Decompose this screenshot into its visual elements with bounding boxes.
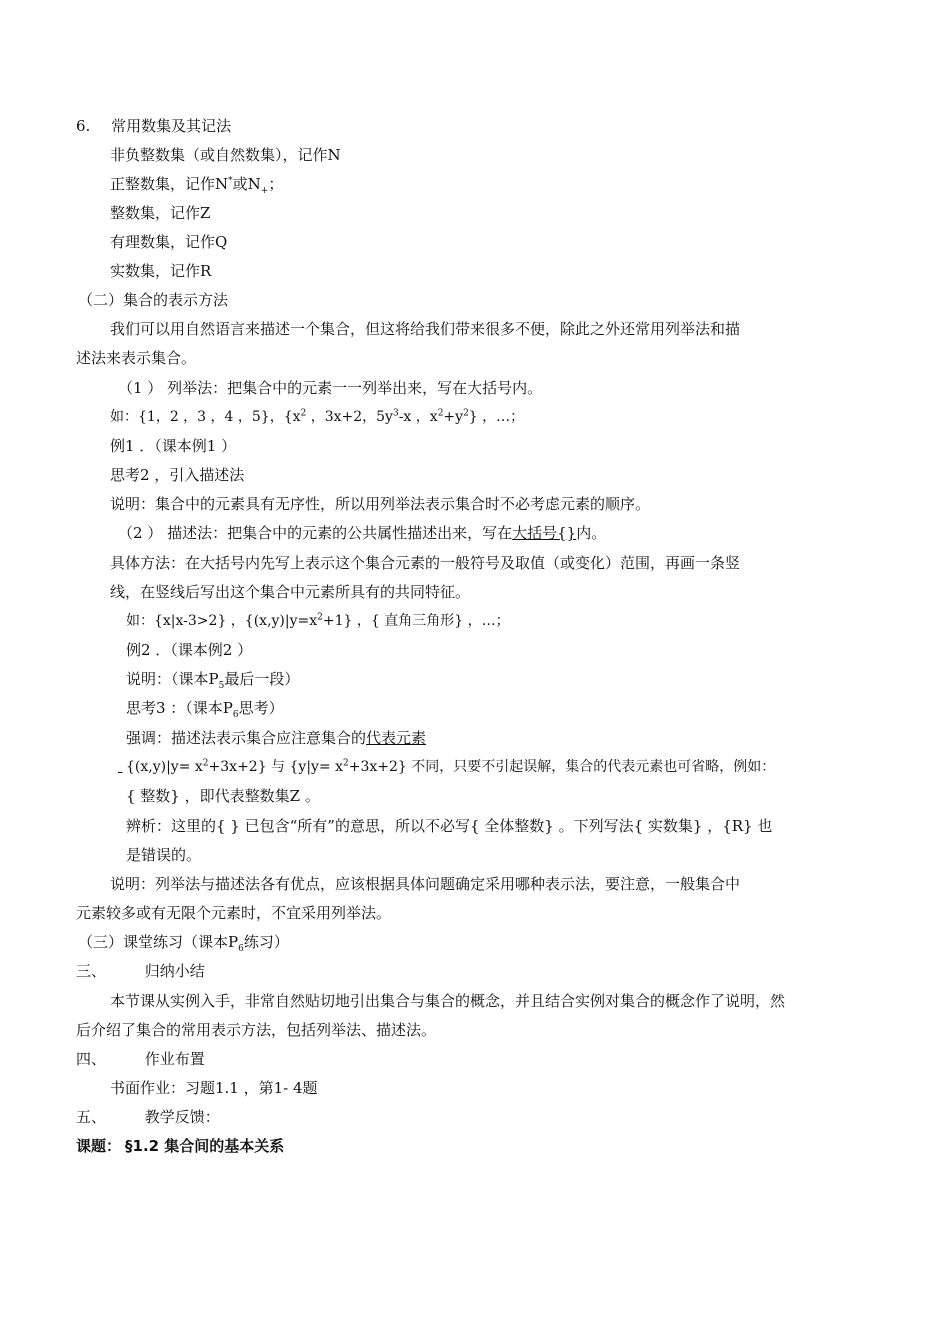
text: 练习） [243, 933, 289, 951]
superscript: 2 [300, 408, 307, 419]
section-number: 四、 [76, 1050, 107, 1068]
section-title: 作业布置 [144, 1050, 205, 1068]
text: +3x+2} 与 {y|y= x [208, 759, 344, 775]
summary-line2: 后介绍了集合的常用表示方法，包括列举法、描述法。 [76, 1021, 437, 1039]
summary-heading [76, 961, 205, 981]
text: } ，…； [468, 409, 525, 425]
section-title: 归纳小结 [144, 962, 205, 980]
feedback-heading [76, 1107, 220, 1127]
subscript: + [260, 186, 269, 196]
text: -x ，x [398, 409, 438, 425]
description-method [118, 523, 606, 543]
text: +y [443, 409, 464, 425]
rationals-line: 有理数集，记作Q [110, 233, 228, 251]
section-number: 6. [76, 117, 91, 135]
example-2: 例2 ．（课本例2 ） [126, 641, 253, 659]
subscript: 6 [238, 944, 244, 954]
text: 正整数集，记作N [110, 175, 229, 193]
text: （2 ） 描述法：把集合中的元素的公共属性描述出来，写在 [118, 524, 513, 542]
integers-line: 整数集，记作Z [110, 204, 211, 222]
underline-mark [118, 757, 126, 777]
note-textbook [126, 669, 299, 689]
text: 思考） [238, 699, 284, 717]
description-examples [126, 611, 510, 631]
text: 如：{1，2 ，3 ，4 ，5}，{x [110, 409, 301, 425]
superscript: 2 [343, 758, 349, 769]
lesson-label: 课题： [76, 1137, 122, 1155]
superscript: 2 [317, 612, 323, 623]
practice-heading [78, 932, 289, 952]
text: 内。 [576, 524, 607, 542]
underlined-text: 代表元素 [366, 729, 427, 747]
text: 说明：（课本P [126, 670, 219, 688]
section-title: 常用数集及其记法 [111, 117, 232, 135]
subscript: 5 [218, 681, 225, 691]
emphasis [126, 728, 426, 748]
method-detail-line2: 线，在竖线后写出这个集合中元素所具有的共同特征。 [110, 583, 471, 601]
positive-integers-line [110, 174, 283, 194]
discrimination-line1: 辨析：这里的{ } 已包含“所有”的意思，所以不必写{ 全体整数} 。下列写法{ 实数集} ，{R} 也 [126, 817, 773, 835]
discrimination-line2: 是错误的。 [126, 846, 202, 864]
representative-element-comparison [118, 757, 775, 777]
section-number: 五、 [76, 1108, 107, 1126]
text: （三）课堂练习（课本P [78, 933, 239, 951]
text: ； [268, 175, 284, 193]
homework-heading [76, 1049, 205, 1069]
summary-line1: 本节课从实例入手，非常自然贴切地引出集合与集合的概念，并且结合实例对集合的概念作了说明，然 [110, 992, 786, 1010]
text: 强调：描述法表示集合应注意集合的 [126, 729, 367, 747]
subscript: 6 [232, 710, 239, 720]
underlined-text: 大括号{} [512, 524, 577, 542]
superscript: 3 [392, 408, 399, 419]
lesson-title [76, 1136, 284, 1156]
text: {(x,y)|y= x [126, 759, 203, 775]
text: +3x+2} 不同，只要不引起误解，集合的代表元素也可省略，例如： [348, 759, 776, 775]
think-3 [126, 698, 284, 718]
method-detail-line1: 具体方法：在大括号内先写上表示这个集合元素的一般符号及取值（或变化）范围，再画一条竖 [110, 554, 741, 572]
intro-paragraph-line1: 我们可以用自然语言来描述一个集合，但这将给我们带来很多不便，除此之外还常用列举法和描 [110, 320, 741, 338]
enumeration-examples [110, 407, 524, 427]
natural-numbers-line: 非负整数集（或自然数集），记作N [110, 146, 341, 164]
superscript: 2 [463, 408, 469, 419]
text: +1} ，{ 直角三角形} ，…； [322, 613, 510, 629]
enumeration-method: （1 ） 列举法：把集合中的元素一一列举出来，写在大括号内。 [118, 379, 543, 397]
note-comparison-line1: 说明：列举法与描述法各有优点，应该根据具体问题确定采用哪种表示法，要注意，一般集合中 [110, 875, 741, 893]
text: 如：{x|x-3>2} ，{(x,y)|y=x [126, 613, 318, 629]
homework-text: 书面作业：习题1.1 ，第1- 4题 [110, 1079, 318, 1097]
lesson-name: §1.2 集合间的基本关系 [125, 1137, 285, 1155]
section-title: 教学反馈： [144, 1108, 220, 1126]
text: 或N [232, 175, 261, 193]
text: 最后一段） [224, 670, 300, 688]
superscript: 2 [202, 758, 209, 769]
intro-paragraph-line2: 述法来表示集合。 [76, 349, 197, 367]
reals-line: 实数集，记作R [110, 262, 212, 280]
integer-set-example: { 整数} ，即代表整数集Z 。 [126, 787, 320, 805]
superscript: 2 [437, 408, 444, 419]
example-1: 例1 ．（课本例1 ） [110, 437, 237, 455]
note-unordered: 说明：集合中的元素具有无序性，所以用列举法表示集合时不必考虑元素的顺序。 [110, 495, 651, 513]
representation-heading: （二）集合的表示方法 [78, 291, 229, 309]
note-comparison-line2: 元素较多或有无限个元素时，不宜采用列举法。 [76, 904, 392, 922]
section-6-heading [76, 116, 231, 136]
superscript: * [228, 176, 233, 186]
section-number: 三、 [76, 962, 107, 980]
text: ，3x+2，5y [306, 409, 393, 425]
text: 思考3 ：（课本P [126, 699, 233, 717]
think-2: 思考2 ，引入描述法 [110, 466, 245, 484]
